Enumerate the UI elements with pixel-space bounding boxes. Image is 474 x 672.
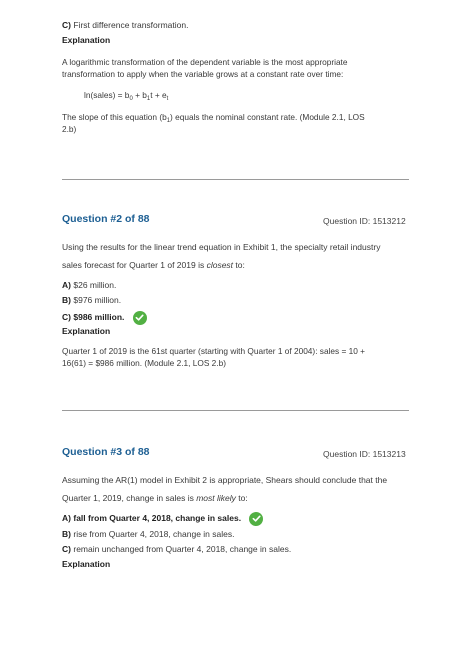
- option-text: $26 million.: [73, 280, 117, 290]
- explanation-paragraph: [62, 345, 365, 369]
- answer-option-a[interactable]: [62, 511, 263, 526]
- text-part: sales forecast for Quarter 1 of 2019 is: [62, 260, 207, 270]
- correct-check-icon: [249, 512, 263, 526]
- answer-option-b[interactable]: [62, 293, 121, 308]
- eq-sub: 1: [146, 96, 151, 102]
- explanation-paragraph: [62, 56, 347, 80]
- option-text: $986 million.: [73, 312, 125, 322]
- paragraph-line: A logarithmic transformation of the dependent variable is the most appropriate: [62, 57, 348, 67]
- question-title: Question #2 of 88: [62, 213, 150, 225]
- option-letter: C): [62, 20, 71, 30]
- text-sub: 1: [166, 118, 171, 124]
- text-part: The slope of this equation (b: [62, 112, 167, 122]
- stem-line: Using the results for the linear trend equation in Exhibit 1, the specialty retail industry: [62, 242, 381, 252]
- option-letter: C): [62, 312, 71, 322]
- eq-sub: t: [166, 96, 169, 102]
- explanation-label: Explanation: [62, 35, 111, 45]
- slope-paragraph: [62, 111, 365, 135]
- equation: [84, 89, 168, 101]
- stem-line: [62, 256, 380, 274]
- answer-option-a[interactable]: [62, 278, 116, 293]
- option-text: remain unchanged from Quarter 4, 2018, change in sales.: [73, 544, 292, 554]
- eq-sub: 0: [129, 96, 133, 102]
- paragraph-line: Quarter 1 of 2019 is the 61st quarter (starting with Quarter 1 of 2004): sales = 10 +: [62, 346, 366, 356]
- emphasis: closest: [206, 260, 234, 270]
- option-letter: B): [62, 529, 71, 539]
- question-id: Question ID: 1513212: [323, 216, 406, 226]
- text-part: ) equals the nominal constant rate. (Module 2.1, LOS: [170, 112, 365, 122]
- answer-option-b[interactable]: [62, 527, 234, 542]
- divider: [62, 410, 409, 411]
- answer-option-c[interactable]: [62, 310, 147, 325]
- option-text: rise from Quarter 4, 2018, change in sales.: [73, 529, 235, 539]
- text-part: Quarter 1, 2019, change in sales is: [62, 493, 197, 503]
- eq-part: t + e: [150, 90, 167, 100]
- text-part: to:: [235, 493, 248, 503]
- question-stem: [62, 238, 380, 274]
- stem-line: [62, 489, 387, 507]
- correct-check-icon: [133, 311, 147, 325]
- question-id: Question ID: 1513213: [323, 449, 406, 459]
- paragraph-line: 16(61) = $986 million. (Module 2.1, LOS 2.b): [62, 358, 226, 368]
- answer-option-c[interactable]: [62, 542, 291, 557]
- emphasis: most likely: [196, 493, 236, 503]
- option-text: First difference transformation.: [73, 20, 189, 30]
- paragraph-line: transformation to apply when the variable grows at a constant rate over time:: [62, 69, 344, 79]
- paragraph-line: 2.b): [62, 124, 77, 134]
- option-letter: A): [62, 513, 71, 523]
- option-letter: C): [62, 544, 71, 554]
- divider: [62, 179, 409, 180]
- option-text: $976 million.: [73, 295, 122, 305]
- eq-part: + b: [132, 90, 147, 100]
- eq-part: ln(sales) = b: [84, 90, 130, 100]
- explanation-label: Explanation: [62, 326, 111, 336]
- question-title: Question #3 of 88: [62, 446, 150, 458]
- explanation-label: Explanation: [62, 559, 111, 569]
- option-text: fall from Quarter 4, 2018, change in sales.: [73, 513, 242, 523]
- option-letter: B): [62, 295, 71, 305]
- option-letter: A): [62, 280, 71, 290]
- stem-line: Assuming the AR(1) model in Exhibit 2 is appropriate, Shears should conclude that the: [62, 475, 388, 485]
- question-stem: [62, 471, 387, 507]
- answer-option-c: [62, 18, 188, 33]
- text-part: to:: [233, 260, 245, 270]
- paragraph-line: [62, 111, 365, 123]
